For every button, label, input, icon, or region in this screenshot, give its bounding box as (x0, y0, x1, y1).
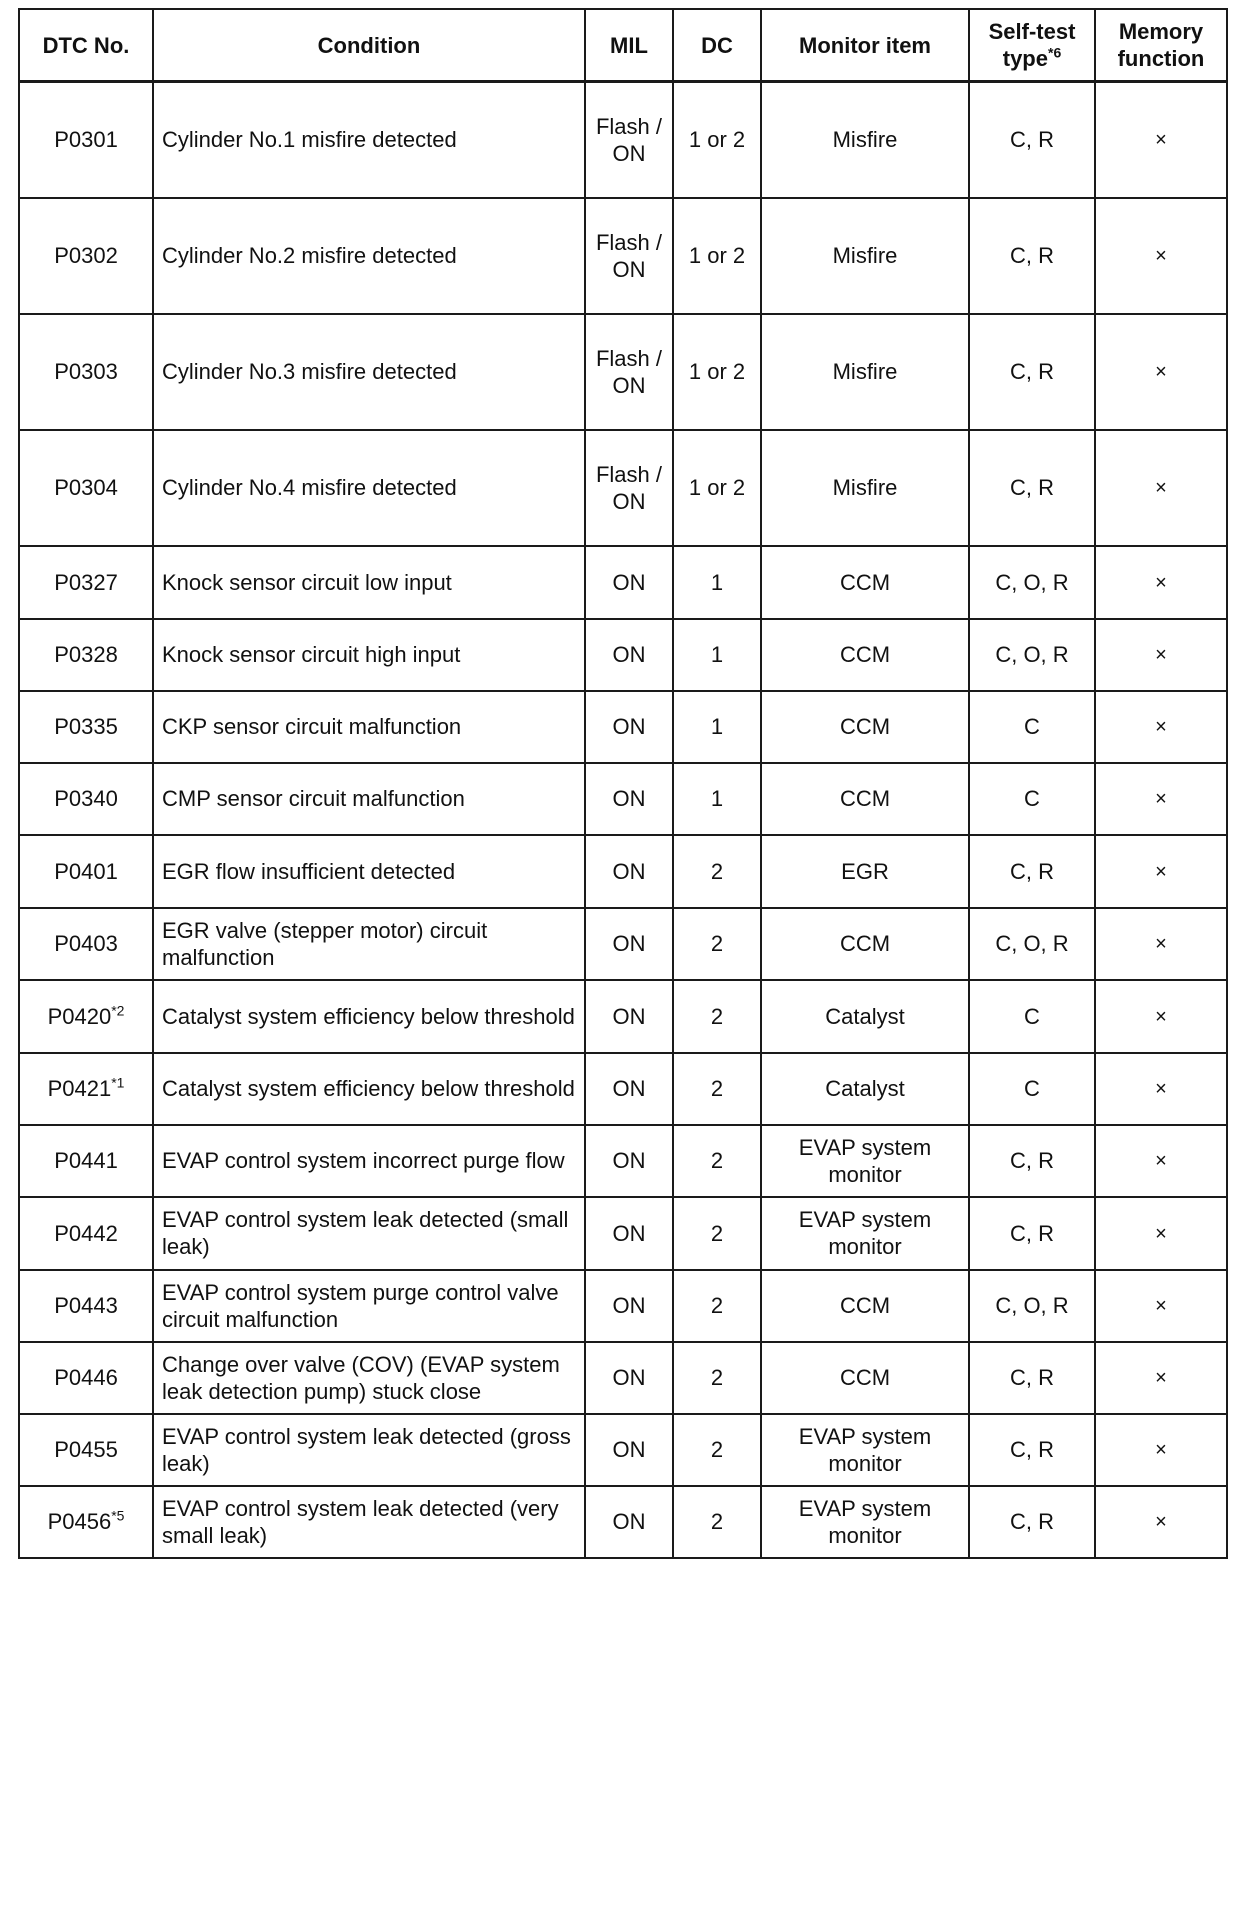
condition-cell (153, 198, 585, 314)
dc-cell-text: 2 (710, 1293, 724, 1318)
self-test-cell (969, 1197, 1095, 1270)
monitor-item-cell-text: Catalyst (825, 1003, 905, 1029)
dc-cell (673, 1197, 761, 1270)
condition-cell-text: Cylinder No.4 misfire detected (162, 475, 457, 500)
dtc-code-cell (19, 1342, 153, 1414)
condition-cell-text: CMP sensor circuit malfunction (162, 786, 465, 811)
self-test-cell (969, 198, 1095, 314)
dtc-code-cell-text: P0340 (54, 786, 118, 811)
condition-cell (153, 908, 585, 980)
mil-cell (585, 314, 673, 430)
dtc-code-cell (19, 314, 153, 430)
memory-function-cell (1095, 1414, 1227, 1486)
memory-function-cell-text: × (1155, 1150, 1167, 1172)
memory-function-cell-text: × (1155, 361, 1167, 383)
dtc-code-cell-text: P0302 (54, 243, 118, 268)
dtc-code-cell (19, 1486, 153, 1558)
memory-function-cell (1095, 1270, 1227, 1342)
table-header-row (19, 9, 1227, 82)
header-self-test-footnote: *6 (1048, 44, 1062, 61)
self-test-cell (969, 619, 1095, 691)
condition-cell (153, 1053, 585, 1125)
monitor-item-cell-text: EVAP system monitor (798, 1207, 932, 1259)
dc-cell-text: 1 or 2 (688, 359, 746, 384)
condition-cell (153, 1197, 585, 1270)
dc-cell (673, 835, 761, 908)
self-test-cell-text: C, R (1010, 127, 1054, 153)
self-test-cell (969, 1053, 1095, 1125)
condition-cell-text: EGR flow insufficient detected (162, 858, 456, 884)
self-test-cell (969, 1486, 1095, 1558)
monitor-item-cell-text: EVAP system monitor (798, 1134, 932, 1187)
memory-function-cell-text: × (1155, 1222, 1167, 1245)
memory-function-cell-text: × (1155, 933, 1167, 955)
memory-function-cell (1095, 82, 1227, 198)
condition-cell (153, 1414, 585, 1486)
self-test-cell-text: C, R (1010, 1437, 1054, 1462)
dc-cell-text: 2 (710, 1220, 724, 1246)
self-test-cell-text: C, R (1010, 243, 1054, 268)
mil-cell (585, 980, 673, 1053)
dc-cell-text: 2 (710, 1076, 724, 1101)
monitor-item-cell (761, 908, 969, 980)
dtc-code-cell-text: P0446 (54, 1365, 118, 1390)
dc-cell (673, 82, 761, 198)
condition-cell-text: EGR valve (stepper motor) circuit malfunction (162, 917, 488, 970)
dtc-code-cell-text: P0328 (54, 642, 118, 667)
memory-function-cell-text: × (1155, 1511, 1167, 1533)
header-dtc-no: DTC No. (19, 9, 153, 82)
monitor-item-cell (761, 198, 969, 314)
mil-cell-text: ON (612, 569, 646, 595)
monitor-item-cell (761, 1125, 969, 1197)
dtc-code-cell-text: P0301 (54, 127, 118, 153)
monitor-item-cell (761, 835, 969, 908)
self-test-cell (969, 763, 1095, 835)
mil-cell-text: ON (612, 642, 646, 667)
dtc-code-cell (19, 835, 153, 908)
dtc-code-cell-text: P0303 (54, 359, 118, 384)
table-row (19, 908, 1227, 980)
table-row (19, 1053, 1227, 1125)
dc-cell-text: 2 (710, 1148, 724, 1173)
dc-cell-text: 1 (710, 642, 724, 667)
monitor-item-cell (761, 1270, 969, 1342)
dtc-code-cell (19, 1197, 153, 1270)
mil-cell (585, 546, 673, 619)
dtc-code-cell-text: P0335 (54, 714, 118, 739)
condition-cell-text: EVAP control system leak detected (gross leak) (162, 1423, 571, 1476)
monitor-item-cell (761, 430, 969, 546)
self-test-cell (969, 1414, 1095, 1486)
table-row (19, 82, 1227, 198)
condition-cell (153, 82, 585, 198)
dc-cell-text: 2 (710, 1437, 724, 1462)
self-test-cell (969, 980, 1095, 1053)
mil-cell (585, 1414, 673, 1486)
table-row (19, 980, 1227, 1053)
self-test-cell (969, 430, 1095, 546)
dc-cell (673, 691, 761, 763)
memory-function-cell-text: × (1155, 1295, 1167, 1317)
dtc-code-cell-text: P0441 (54, 1148, 118, 1173)
self-test-cell (969, 1270, 1095, 1342)
memory-function-cell-text: × (1155, 477, 1167, 499)
dc-cell (673, 1414, 761, 1486)
memory-function-cell (1095, 691, 1227, 763)
memory-function-cell (1095, 763, 1227, 835)
memory-function-cell (1095, 980, 1227, 1053)
header-dc: DC (673, 9, 761, 82)
mil-cell-text: ON (612, 714, 646, 739)
mil-cell (585, 1125, 673, 1197)
memory-function-cell (1095, 1125, 1227, 1197)
condition-cell (153, 430, 585, 546)
table-row (19, 763, 1227, 835)
self-test-cell-text: C, R (1010, 1365, 1054, 1390)
condition-cell-text: Knock sensor circuit high input (162, 642, 461, 667)
mil-cell-text: Flash / ON (595, 229, 663, 282)
dc-cell (673, 980, 761, 1053)
memory-function-cell-text: × (1155, 644, 1167, 666)
dc-cell (673, 1342, 761, 1414)
dc-cell-text: 1 (710, 569, 724, 595)
memory-function-cell (1095, 1342, 1227, 1414)
dc-cell-text: 2 (710, 1509, 724, 1534)
self-test-cell-text: C, O, R (995, 931, 1069, 956)
dc-cell-text: 1 or 2 (688, 127, 746, 153)
dtc-code-cell (19, 691, 153, 763)
monitor-item-cell-text: Misfire (832, 127, 898, 153)
table-row (19, 430, 1227, 546)
dtc-footnote-mark: *2 (111, 1002, 125, 1019)
monitor-item-cell-text: Misfire (832, 475, 898, 500)
condition-cell-text: Change over valve (COV) (EVAP system leak detection pump) stuck close (162, 1351, 560, 1404)
memory-function-cell (1095, 619, 1227, 691)
condition-cell (153, 763, 585, 835)
condition-cell (153, 1270, 585, 1342)
mil-cell (585, 763, 673, 835)
condition-cell-text: EVAP control system leak detected (very small leak) (162, 1495, 559, 1548)
self-test-cell-text: C, R (1010, 359, 1054, 384)
table-row (19, 691, 1227, 763)
dc-cell-text: 2 (710, 1003, 724, 1029)
monitor-item-cell-text: EVAP system monitor (798, 1495, 932, 1548)
condition-cell (153, 1342, 585, 1414)
memory-function-cell (1095, 1053, 1227, 1125)
monitor-item-cell-text: CCM (839, 931, 891, 956)
self-test-cell-text: C, R (1010, 1148, 1054, 1173)
mil-cell-text: ON (612, 931, 646, 956)
monitor-item-cell (761, 1197, 969, 1270)
condition-cell-text: EVAP control system purge control valve circuit malfunction (162, 1279, 559, 1332)
dc-cell (673, 619, 761, 691)
dtc-code-cell-text: P0442 (54, 1220, 118, 1246)
condition-cell (153, 546, 585, 619)
mil-cell (585, 1053, 673, 1125)
monitor-item-cell (761, 980, 969, 1053)
dtc-code-cell-text: P0403 (54, 931, 118, 956)
mil-cell (585, 908, 673, 980)
table-row (19, 198, 1227, 314)
memory-function-cell (1095, 198, 1227, 314)
monitor-item-cell-text: CCM (839, 1365, 891, 1390)
memory-function-cell (1095, 1486, 1227, 1558)
mil-cell (585, 1342, 673, 1414)
monitor-item-cell-text: CCM (839, 714, 891, 739)
mil-cell (585, 619, 673, 691)
self-test-cell-text: C (1024, 786, 1040, 811)
monitor-item-cell (761, 1414, 969, 1486)
dtc-code-cell (19, 763, 153, 835)
condition-cell-text: EVAP control system leak detected (small leak) (162, 1207, 569, 1259)
condition-cell (153, 980, 585, 1053)
condition-cell-text: Knock sensor circuit low input (162, 569, 452, 595)
self-test-cell-text: C (1024, 1076, 1040, 1101)
condition-cell-text: CKP sensor circuit malfunction (162, 714, 462, 739)
dtc-code-cell (19, 908, 153, 980)
mil-cell (585, 430, 673, 546)
self-test-cell (969, 1342, 1095, 1414)
dc-cell-text: 1 or 2 (688, 243, 746, 268)
dc-cell-text: 2 (710, 1365, 724, 1390)
table-row (19, 1125, 1227, 1197)
dc-cell (673, 314, 761, 430)
dtc-code-cell (19, 1125, 153, 1197)
table-row (19, 546, 1227, 619)
dc-cell-text: 1 or 2 (688, 475, 746, 500)
condition-cell-text: Catalyst system efficiency below threshold (162, 1076, 575, 1101)
self-test-cell (969, 82, 1095, 198)
monitor-item-cell-text: CCM (839, 1293, 891, 1318)
mil-cell-text: Flash / ON (595, 113, 663, 166)
self-test-cell-text: C, R (1010, 475, 1054, 500)
dc-cell-text: 1 (710, 714, 724, 739)
dtc-code-cell (19, 430, 153, 546)
dtc-code-cell-text: P0455 (54, 1437, 118, 1462)
dtc-code-cell (19, 1053, 153, 1125)
monitor-item-cell (761, 546, 969, 619)
header-monitor-item: Monitor item (761, 9, 969, 82)
condition-cell (153, 835, 585, 908)
dtc-code-cell (19, 1414, 153, 1486)
table-row (19, 1197, 1227, 1270)
monitor-item-cell-text: CCM (839, 569, 891, 595)
memory-function-cell (1095, 1197, 1227, 1270)
condition-cell-text: Cylinder No.3 misfire detected (162, 359, 457, 384)
monitor-item-cell (761, 1342, 969, 1414)
memory-function-cell (1095, 314, 1227, 430)
header-self-test-label: Self-test type (988, 19, 1076, 71)
monitor-item-cell-text: Catalyst (825, 1076, 905, 1101)
dc-cell-text: 2 (710, 858, 724, 884)
dc-cell (673, 1270, 761, 1342)
memory-function-cell-text: × (1155, 788, 1167, 810)
dtc-code-cell (19, 198, 153, 314)
dtc-code-cell-text: P0456 (47, 1509, 112, 1534)
monitor-item-cell-text: Misfire (832, 243, 898, 268)
condition-cell-text: Catalyst system efficiency below threshold (162, 1003, 575, 1029)
memory-function-cell-text: × (1155, 129, 1167, 152)
dtc-code-cell-text: P0401 (54, 858, 118, 884)
self-test-cell (969, 835, 1095, 908)
condition-cell-text: EVAP control system incorrect purge flow (162, 1148, 565, 1173)
monitor-item-cell (761, 1486, 969, 1558)
memory-function-cell (1095, 430, 1227, 546)
mil-cell (585, 198, 673, 314)
condition-cell (153, 619, 585, 691)
mil-cell-text: ON (612, 1220, 646, 1246)
mil-cell-text: ON (612, 1076, 646, 1101)
dc-cell-text: 2 (710, 931, 724, 956)
mil-cell-text: ON (612, 1365, 646, 1390)
memory-function-cell-text: × (1155, 245, 1167, 267)
monitor-item-cell-text: CCM (839, 786, 891, 811)
memory-function-cell (1095, 546, 1227, 619)
self-test-cell (969, 546, 1095, 619)
monitor-item-cell (761, 314, 969, 430)
self-test-cell-text: C, O, R (995, 1293, 1069, 1318)
monitor-item-cell (761, 763, 969, 835)
dtc-table-body (19, 82, 1227, 1558)
dtc-code-cell-text: P0327 (54, 569, 118, 595)
mil-cell-text: ON (612, 786, 646, 811)
memory-function-cell-text: × (1155, 571, 1167, 594)
monitor-item-cell-text: EVAP system monitor (798, 1423, 932, 1476)
mil-cell-text: ON (612, 1148, 646, 1173)
self-test-cell (969, 908, 1095, 980)
mil-cell-text: ON (612, 1437, 646, 1462)
monitor-item-cell (761, 619, 969, 691)
monitor-item-cell-text: Misfire (832, 359, 898, 384)
table-row (19, 1342, 1227, 1414)
mil-cell (585, 1197, 673, 1270)
memory-function-cell-text: × (1155, 1005, 1167, 1028)
memory-function-cell (1095, 835, 1227, 908)
dtc-footnote-mark: *5 (111, 1507, 125, 1524)
dc-cell (673, 1053, 761, 1125)
dc-cell (673, 1486, 761, 1558)
dtc-footnote-mark: *1 (111, 1074, 125, 1091)
dtc-code-cell-text: P0443 (54, 1293, 118, 1318)
dtc-code-cell (19, 1270, 153, 1342)
dtc-code-cell (19, 82, 153, 198)
dc-cell (673, 198, 761, 314)
self-test-cell-text: C, O, R (995, 642, 1069, 667)
dc-cell (673, 546, 761, 619)
condition-cell (153, 1125, 585, 1197)
condition-cell-text: Cylinder No.2 misfire detected (162, 243, 457, 268)
memory-function-cell-text: × (1155, 860, 1167, 883)
self-test-cell (969, 314, 1095, 430)
table-row (19, 619, 1227, 691)
dc-cell (673, 763, 761, 835)
table-row (19, 835, 1227, 908)
mil-cell (585, 835, 673, 908)
self-test-cell-text: C, O, R (995, 569, 1069, 595)
mil-cell (585, 1486, 673, 1558)
condition-cell-text: Cylinder No.1 misfire detected (162, 127, 457, 153)
mil-cell (585, 1270, 673, 1342)
dc-cell-text: 1 (710, 786, 724, 811)
self-test-cell-text: C, R (1010, 1220, 1054, 1246)
dtc-code-cell (19, 980, 153, 1053)
dtc-code-cell (19, 546, 153, 619)
memory-function-cell-text: × (1155, 1367, 1167, 1389)
monitor-item-cell-text: CCM (839, 642, 891, 667)
self-test-cell-text: C, R (1010, 858, 1054, 884)
mil-cell-text: ON (612, 1509, 646, 1534)
memory-function-cell (1095, 908, 1227, 980)
dc-cell (673, 908, 761, 980)
condition-cell (153, 314, 585, 430)
monitor-item-cell (761, 82, 969, 198)
memory-function-cell-text: × (1155, 1439, 1167, 1461)
monitor-item-cell-text: EGR (841, 858, 889, 884)
mil-cell (585, 691, 673, 763)
mil-cell-text: ON (612, 1003, 646, 1029)
dc-cell (673, 1125, 761, 1197)
self-test-cell-text: C (1024, 1003, 1040, 1029)
monitor-item-cell (761, 691, 969, 763)
header-condition: Condition (153, 9, 585, 82)
table-row (19, 1414, 1227, 1486)
memory-function-cell-text: × (1155, 1078, 1167, 1100)
condition-cell (153, 1486, 585, 1558)
self-test-cell (969, 691, 1095, 763)
dtc-code-cell (19, 619, 153, 691)
monitor-item-cell (761, 1053, 969, 1125)
self-test-cell-text: C, R (1010, 1509, 1054, 1534)
dtc-code-cell-text: P0420 (47, 1003, 112, 1029)
header-mil: MIL (585, 9, 673, 82)
mil-cell-text: Flash / ON (595, 345, 663, 398)
dtc-table (18, 8, 1228, 1559)
dtc-code-cell-text: P0421 (47, 1076, 112, 1101)
table-row (19, 1270, 1227, 1342)
condition-cell (153, 691, 585, 763)
header-self-test-type (969, 9, 1095, 82)
mil-cell-text: ON (612, 1293, 646, 1318)
table-row (19, 1486, 1227, 1558)
mil-cell-text: Flash / ON (595, 461, 663, 514)
mil-cell-text: ON (612, 858, 646, 884)
self-test-cell-text: C (1024, 714, 1040, 739)
memory-function-cell-text: × (1155, 716, 1167, 738)
self-test-cell (969, 1125, 1095, 1197)
dc-cell (673, 430, 761, 546)
header-memory-function: Memory function (1095, 9, 1227, 82)
dtc-code-cell-text: P0304 (54, 475, 118, 500)
mil-cell (585, 82, 673, 198)
table-row (19, 314, 1227, 430)
